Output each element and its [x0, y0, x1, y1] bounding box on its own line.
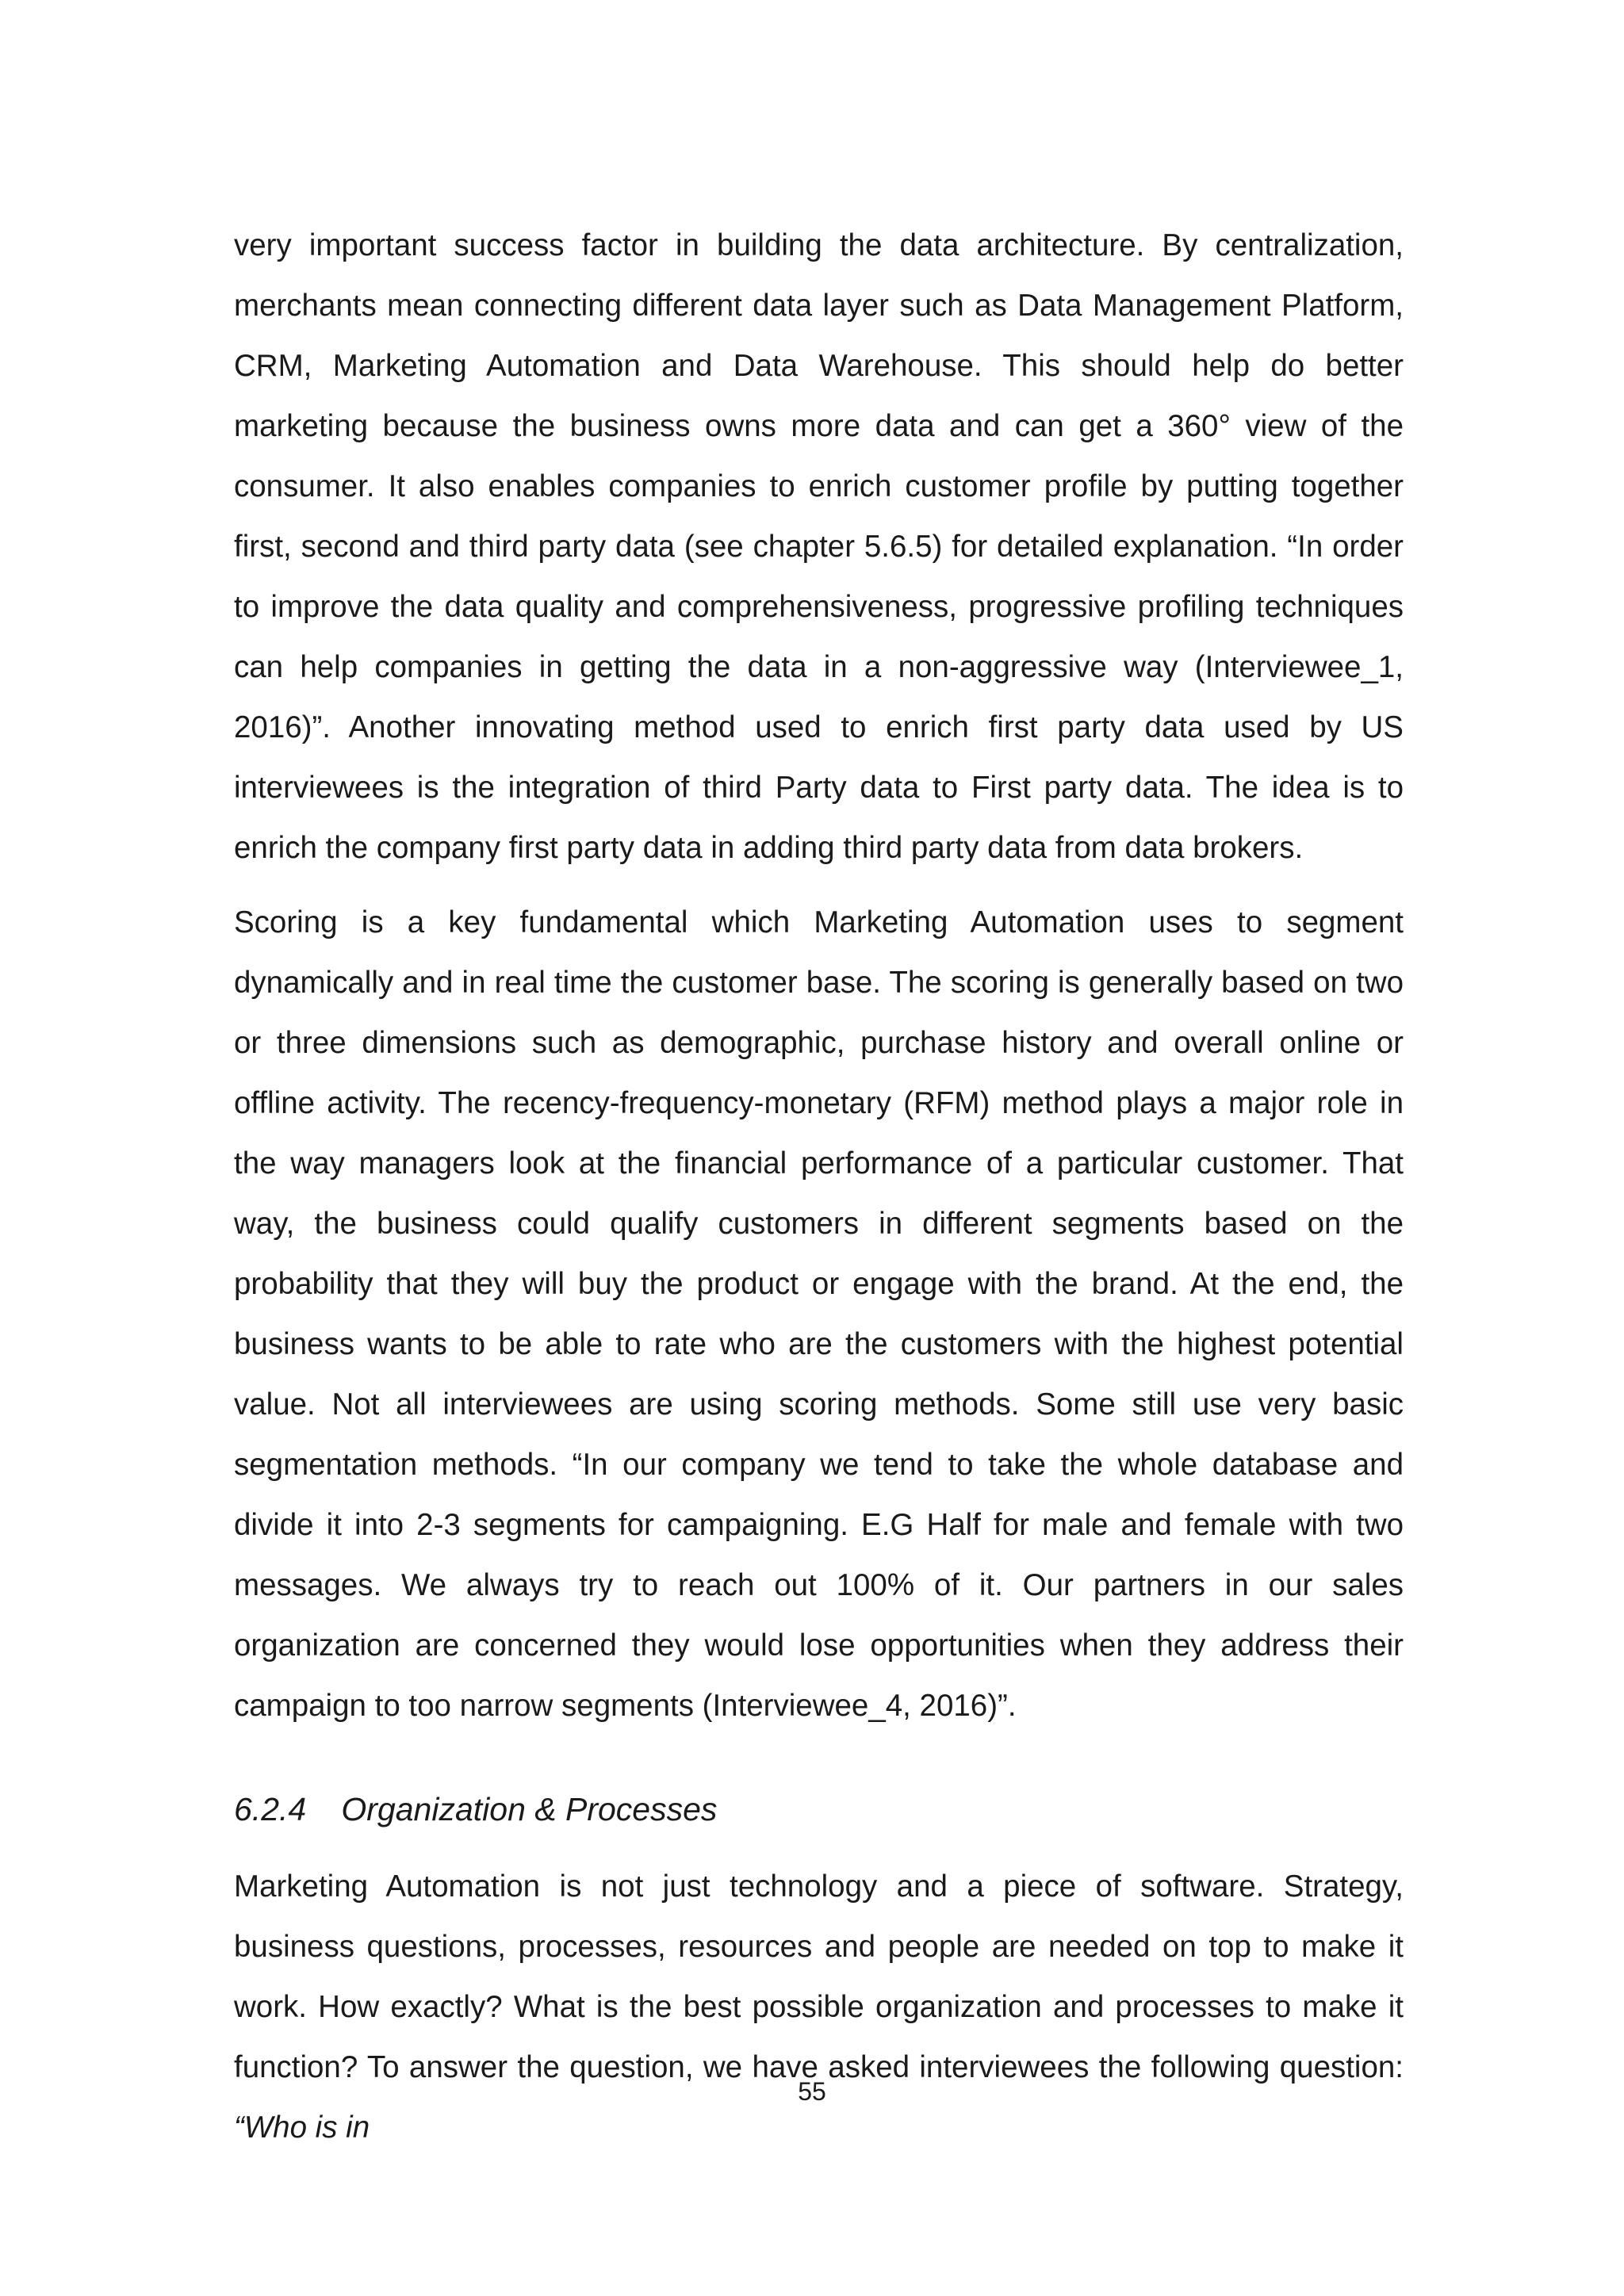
page-number: 55	[798, 2077, 826, 2106]
body-paragraph: Scoring is a key fundamental which Marketing Automation uses to segment dynamically and in real time the customer base. The scoring is generally based on two or three dimensions such as demographic, purchase history and overall online or offline activity. The recency-frequency-monetary (RFM) method plays a major role in the way managers look at the financial performance of a particular customer. That way, the business could qualify customers in different segments based on the probability that they will buy the product or engage with the brand. At the end, the business wants to be able to rate who are the customers with the highest potential value. Not all interviewees are using scoring methods. Some still use very basic segmentation methods. “In our company we tend to take the whole database and divide it into 2-3 segments for campaigning. E.G Half for male and female with two messages. We always try to reach out 100% of it. Our partners in our sales organization are concerned they would lose opportunities when they address their campaign to too narrow segments (Interviewee_4, 2016)”.	[234, 905, 1404, 1723]
section-heading	[234, 1777, 1404, 1841]
paragraph-text: Marketing Automation is not just technology and a piece of software. Strategy, business questions, processes, resources and people are needed on top to make it work. How exactly? What is the best possible organization and processes to make it function? To answer the question, we have asked interviewees the following question:	[234, 1869, 1404, 2084]
quoted-question: “Who is in	[234, 2110, 370, 2145]
body-paragraph	[234, 1857, 1404, 2158]
section-number: 6.2.4	[234, 1791, 307, 1827]
body-paragraph: very important success factor in building the data architecture. By centralization, merchants mean connecting different data layer such as Data Management Platform, CRM, Marketing Automation and Data Warehouse. This should help do better marketing because the business owns more data and can get a 360° view of the consumer. It also enables companies to enrich customer profile by putting together first, second and third party data (see chapter 5.6.5) for detailed explanation. “In order to improve the data quality and comprehensiveness, progressive profiling techniques can help companies in getting the data in a non-aggressive way (Interviewee_1, 2016)”. Another innovating method used to enrich first party data used by US interviewees is the integration of third Party data to First party data. The idea is to enrich the company first party data in adding third party data from data brokers.	[234, 228, 1404, 865]
document-page	[234, 216, 1404, 2158]
section-title: Organization & Processes	[341, 1791, 718, 1827]
